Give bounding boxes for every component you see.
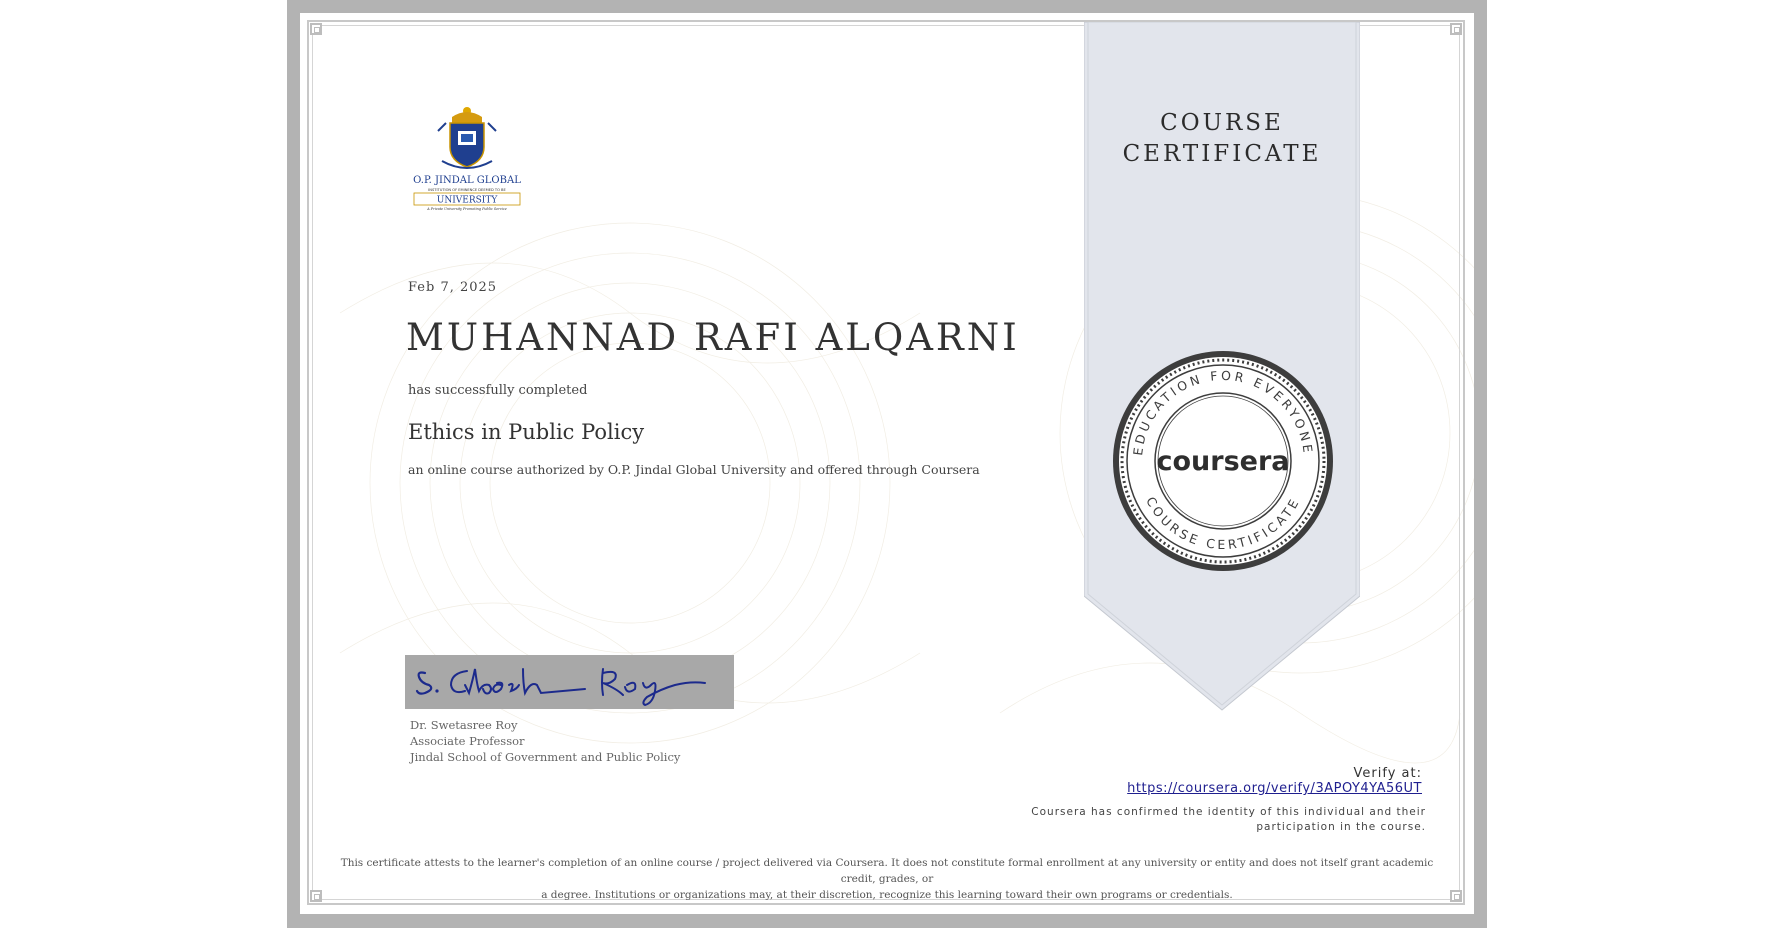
- coursera-wordmark: coursera: [1156, 446, 1290, 477]
- verify-note-line2: participation in the course.: [1256, 821, 1426, 833]
- seal-bottom-text: COURSE CERTIFICATE: [1143, 494, 1303, 553]
- logo-university-subname: UNIVERSITY: [436, 195, 498, 206]
- university-logo: [408, 103, 526, 213]
- logo-tagline: A Private University Promoting Public Service: [427, 207, 507, 211]
- disclaimer-line1: This certificate attests to the learner's completion of an online course / project delivered via Coursera. It does not constitute formal enrollment at any university or entity and does not itself grant academic credit, grades, or: [340, 857, 1434, 885]
- coursera-seal: [1108, 346, 1338, 576]
- corner-ornament-top-right: [1450, 23, 1462, 35]
- ribbon-title-line2: CERTIFICATE: [1122, 141, 1322, 167]
- logo-university-name: O.P. JINDAL GLOBAL: [413, 175, 521, 186]
- completed-statement: has successfully completed: [408, 383, 588, 398]
- verify-note: [1006, 805, 1426, 835]
- certificate-disclaimer: [330, 855, 1444, 903]
- signer-name: Dr. Swetasree Roy: [410, 718, 518, 732]
- verify-link[interactable]: https://coursera.org/verify/3APOY4YA56UT: [1127, 781, 1422, 796]
- completion-date: Feb 7, 2025: [408, 280, 498, 295]
- signer-title: Associate Professor: [410, 734, 525, 748]
- recipient-name: MUHANNAD RAFI ALQARNI: [406, 316, 1020, 359]
- ribbon-title-line1: COURSE: [1160, 110, 1284, 136]
- corner-ornament-bottom-left: [310, 890, 322, 902]
- verify-note-line1: Coursera has confirmed the identity of this individual and their: [1031, 806, 1426, 818]
- signature-image: [405, 655, 734, 709]
- signer-department: Jindal School of Government and Public Policy: [410, 750, 681, 764]
- course-authorization-text: an online course authorized by O.P. Jindal Global University and offered through Coursera: [408, 462, 980, 477]
- corner-ornament-bottom-right: [1450, 890, 1462, 902]
- logo-small-line: INSTITUTION OF EMINENCE DEEMED TO BE: [428, 188, 506, 192]
- verify-label: Verify at:: [1353, 766, 1422, 781]
- course-title: Ethics in Public Policy: [408, 420, 645, 444]
- corner-ornament-top-left: [310, 23, 322, 35]
- seal-top-text: EDUCATION FOR EVERYONE: [1130, 367, 1316, 457]
- disclaimer-line2: a degree. Institutions or organizations may, at their discretion, recognize this learning toward their own programs or credentials.: [541, 889, 1233, 901]
- ribbon-title: [1084, 108, 1360, 170]
